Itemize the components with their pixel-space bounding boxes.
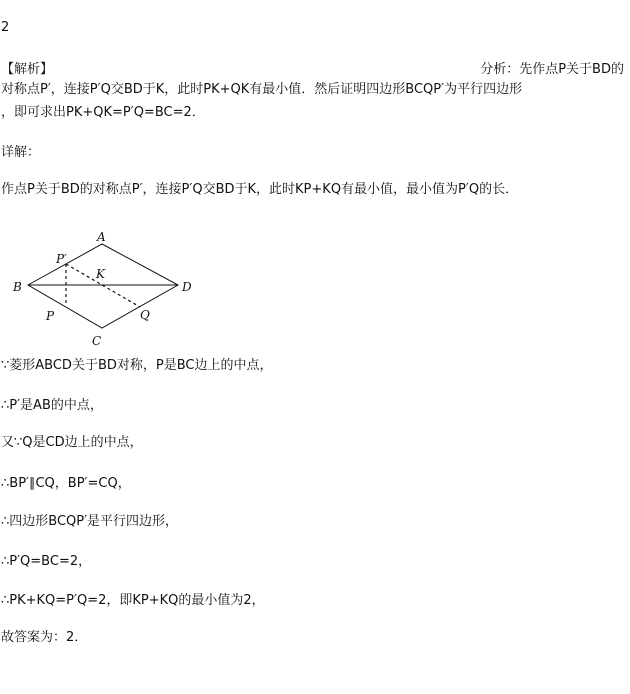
proof-step-8: 故答案为：2． [1, 630, 88, 645]
proof-step-7: ∴PK+KQ=P′Q=2，即KP+KQ的最小值为2， [1, 593, 265, 608]
label-d: D [182, 280, 192, 294]
analysis-text-right: 分析：先作点P关于BD的 [480, 62, 624, 77]
proof-step-6: ∴P′Q=BC=2， [1, 554, 92, 569]
proof-step-3: 又∵Q是CD边上的中点， [1, 435, 143, 450]
answer-number: 2 [1, 20, 10, 35]
analysis-text-line-2: 对称点P′，连接P′Q交BD于K，此时PK+QK有最小值．然后证明四边形BCQP′为平行四边形 [1, 82, 523, 97]
label-q: Q [140, 308, 150, 322]
label-k: K [96, 267, 105, 281]
proof-step-1: ∵菱形ABCD关于BD对称，P是BC边上的中点， [1, 358, 273, 373]
proof-step-4: ∴BP′∥CQ，BP′=CQ， [1, 476, 131, 491]
label-b: B [13, 280, 22, 294]
detail-text-line-1: 作点P关于BD的对称点P′，连接P′Q交BD于K，此时KP+KQ有最小值，最小值为P′Q的长． [1, 182, 519, 197]
label-a: A [97, 230, 106, 244]
label-p: P [46, 309, 55, 323]
analysis-text-line-3: ，即可求出PK+QK=P′Q=BC=2． [1, 105, 205, 120]
proof-step-2: ∴P′是AB的中点， [1, 398, 103, 413]
proof-step-5: ∴四边形BCQP′是平行四边形， [1, 514, 179, 529]
label-c: C [92, 334, 102, 348]
analysis-label: 【解析】 [1, 62, 54, 77]
detail-label: 详解： [1, 145, 41, 160]
rhombus-figure [0, 222, 220, 352]
label-p-prime: P′ [56, 252, 67, 266]
